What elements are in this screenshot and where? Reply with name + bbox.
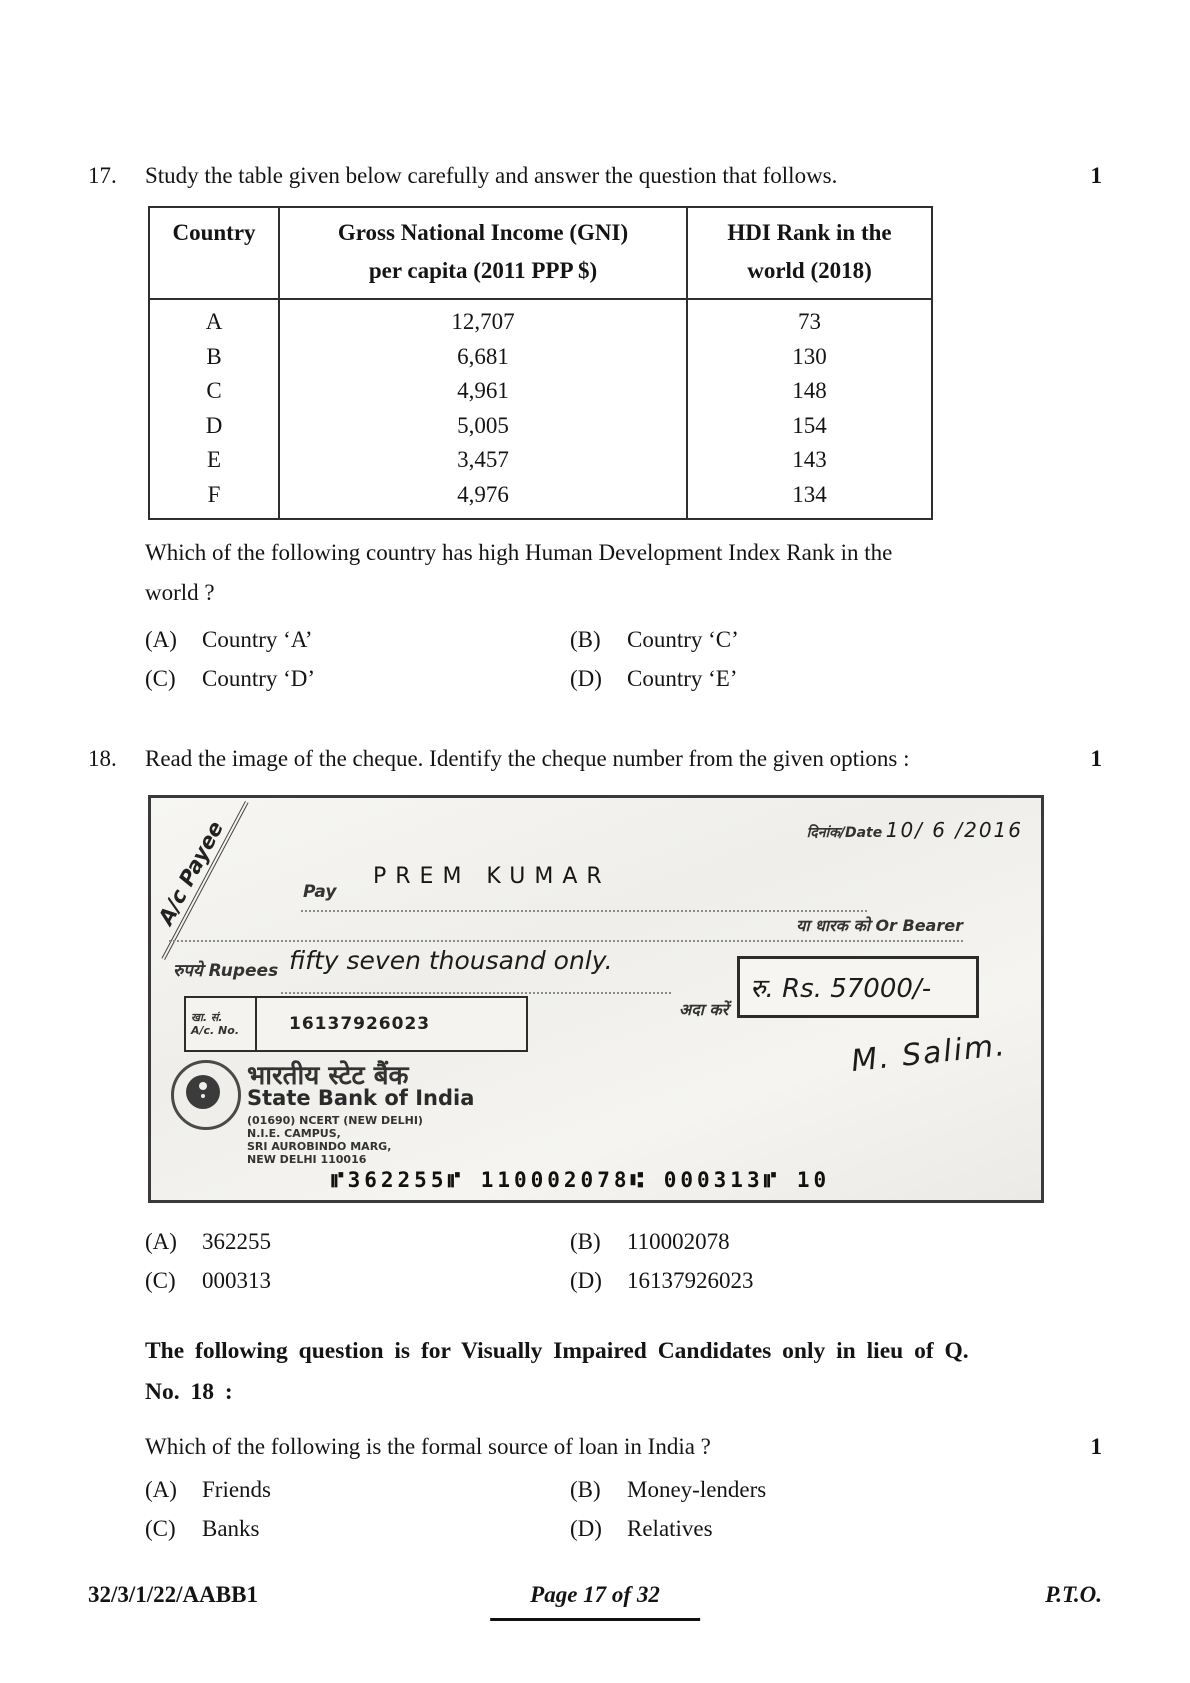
cheque-date-label: दिनांक/Date — [806, 825, 883, 841]
cheque-payee-crossing: A/c Payee — [148, 795, 249, 960]
vi-option-d — [570, 1510, 997, 1547]
vi-question-marks: 1 — [1090, 1434, 1102, 1459]
q17-data-table — [148, 206, 933, 520]
question-17-number: 17. — [88, 163, 117, 188]
option-text: Friends — [202, 1477, 271, 1502]
table-row: F 4,976 134 — [149, 478, 932, 520]
q18-marks: 1 — [1090, 746, 1102, 771]
question-18-text: Read the image of the cheque. Identify the cheque number from the given options : — [145, 746, 910, 771]
table-row: C 4,961 148 — [149, 374, 932, 409]
sbi-bank-logo-icon — [171, 1060, 241, 1130]
table-row: D 5,005 154 — [149, 409, 932, 444]
table-row: A 12,707 73 — [149, 299, 932, 340]
option-text: Country ‘E’ — [627, 666, 738, 691]
option-text: 16137926023 — [627, 1268, 754, 1293]
table-row: E 3,457 143 — [149, 443, 932, 478]
option-text: Country ‘A’ — [202, 627, 313, 652]
option-label: (A) — [145, 1477, 177, 1502]
q17-options — [145, 621, 997, 697]
option-text: Country ‘C’ — [627, 627, 739, 652]
option-label: (A) — [145, 1229, 177, 1254]
cheque-signature-handwritten: M. Salim. — [849, 1027, 1009, 1080]
q17-option-b — [570, 621, 997, 658]
page-number: Page 17 of 32 — [490, 1582, 700, 1621]
cheque-amount-words-handwritten: fifty seven thousand only. — [289, 946, 613, 975]
question-17-body — [145, 156, 997, 697]
q17-option-c — [145, 660, 570, 697]
question-18-number: 18. — [88, 746, 117, 771]
cheque-payee-name-handwritten: PREM KUMAR — [373, 864, 611, 889]
option-label: (A) — [145, 627, 177, 652]
option-label: (C) — [145, 1268, 176, 1293]
option-text: 000313 — [202, 1268, 271, 1293]
option-label: (B) — [570, 1477, 601, 1502]
cheque-rupees-label: रुपये Rupees — [173, 961, 279, 981]
vi-question-text: Which of the following is the formal source of loan in India ? — [145, 1434, 711, 1459]
q17-sub-question: Which of the following country has high Human Development Index Rank in the world ? — [145, 540, 893, 605]
q17-table-header-gni: Gross National Income (GNI) per capita (2011 PPP $) — [279, 207, 687, 299]
q17-option-a — [145, 621, 570, 658]
option-text: Banks — [202, 1516, 260, 1541]
question-17 — [88, 156, 1102, 697]
cheque-date-value: 10/ 6 /2016 — [885, 818, 1023, 842]
question-17-text: Study the table given below carefully and answer the question that follows. — [145, 163, 838, 188]
q17-marks: 1 — [1090, 163, 1102, 188]
table-row: B 6,681 130 — [149, 340, 932, 375]
vi-option-a — [145, 1471, 570, 1508]
q17-table-head — [149, 207, 932, 299]
q17-option-d — [570, 660, 997, 697]
option-label: (D) — [570, 1268, 602, 1293]
option-label: (B) — [570, 627, 601, 652]
cheque-pay-dotted-line — [301, 910, 867, 912]
cheque-account-number-box — [184, 996, 528, 1052]
cheque-ada-kare-label: अदा करें — [679, 1000, 729, 1019]
option-label: (C) — [145, 666, 176, 691]
question-18 — [88, 739, 1102, 1299]
q18-option-d — [570, 1262, 997, 1299]
vi-options — [145, 1471, 997, 1547]
option-text: Relatives — [627, 1516, 713, 1541]
q18-option-b — [570, 1223, 997, 1260]
option-label: (D) — [570, 1516, 602, 1541]
option-text: Country ‘D’ — [202, 666, 316, 691]
cheque-image — [148, 795, 1044, 1203]
cheque-acno-label: खा. सं. A/c. No. — [186, 998, 257, 1050]
cheque-rupees-dotted-line — [281, 992, 671, 994]
vi-option-c — [145, 1510, 570, 1547]
cheque-bearer-dotted-line — [169, 940, 963, 942]
q17-table-body — [149, 299, 932, 519]
pto-label: P.T.O. — [1045, 1582, 1102, 1607]
paper-code: 32/3/1/22/AABB1 — [88, 1582, 258, 1607]
cheque-pay-label: Pay — [303, 882, 337, 902]
cheque-bank-name-hindi: भारतीय स्टेट बैंक — [247, 1061, 409, 1091]
cheque-amount-figures: रु. Rs. 57000/- — [750, 974, 932, 1004]
q17-table-header-hdi: HDI Rank in the world (2018) — [687, 207, 932, 299]
option-label: (D) — [570, 666, 602, 691]
vi-section-heading: The following question is for Visually Impaired Candidates only in lieu of Q. No. 18 : — [145, 1338, 969, 1405]
option-text: 362255 — [202, 1229, 271, 1254]
cheque-account-number: 16137926023 — [289, 1014, 431, 1034]
q18-option-a — [145, 1223, 570, 1260]
vi-question — [88, 1427, 1102, 1467]
option-label: (B) — [570, 1229, 601, 1254]
question-18-row — [88, 739, 1102, 779]
page-content — [0, 156, 1190, 1547]
option-text: 110002078 — [627, 1229, 730, 1254]
cheque-branch-address: (01690) NCERT (NEW DELHI) N.I.E. CAMPUS, SRI AUROBINDO MARG, NEW DELHI 110016 — [247, 1114, 423, 1166]
cheque-date-row — [807, 818, 1023, 842]
q17-table-header-country: Country — [149, 207, 279, 299]
q18-options — [145, 1223, 997, 1299]
cheque-amount-box — [737, 956, 979, 1018]
cheque-bearer-label: या धारक को Or Bearer — [796, 916, 963, 935]
q18-option-c — [145, 1262, 570, 1299]
cheque-bank-name-english: State Bank of India — [247, 1086, 475, 1110]
vi-option-b — [570, 1471, 997, 1508]
option-label: (C) — [145, 1516, 176, 1541]
cheque-micr-line: ⑈362255⑈ 110002078⑆ 000313⑈ 10 — [331, 1168, 831, 1192]
option-text: Money-lenders — [627, 1477, 767, 1502]
